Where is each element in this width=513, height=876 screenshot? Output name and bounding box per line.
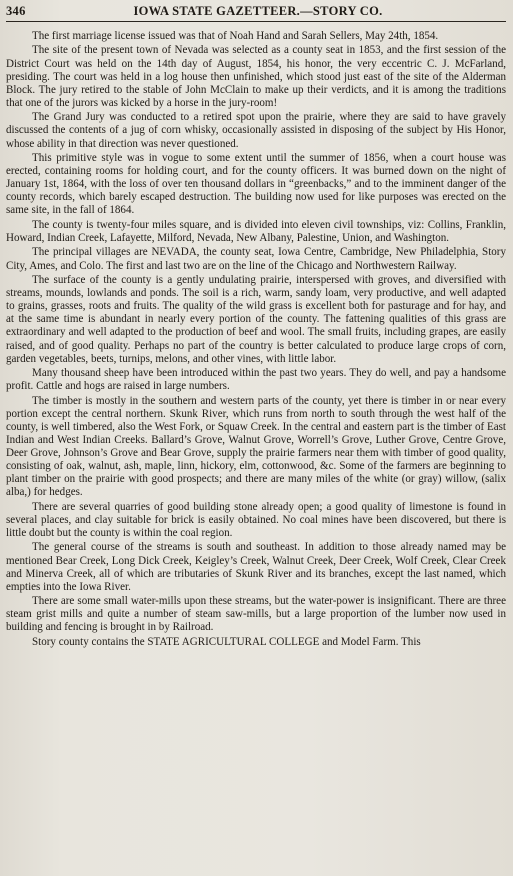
running-title: IOWA STATE GAZETTEER.—STORY CO. <box>133 4 383 18</box>
paragraph: The general course of the streams is south and southeast. In addition to those already named may be mentioned Bear Creek, Long Dick Creek, Keigley’s Creek, Walnut Creek, Deer Creek, Wolf Creek, Clear Creek and Minerva Creek, all of which are tributaries of Skunk River and its branches, except the last named, which empties into the Iowa River. <box>6 541 506 593</box>
paragraph: This primitive style was in vogue to some extent until the summer of 1856, when a court house was erected, containing rooms for holding court, and for the county officers. It was burned down on the night of January 1st, 1864, with the loss of over ten thousand dollars in “greenbacks,” and to the imminent danger of the county records, which barely escaped destruction. The building now used for like purposes was erected on the same site, in the fall of 1864. <box>6 152 506 217</box>
paragraph: The site of the present town of Nevada was selected as a county seat in 1853, and the first session of the District Court was held on the 14th day of August, 1854, his honor, the very eccentric C. J. McFarland, presiding. The court was held in a log house then unfinished, which stood just east of the site of the Alderman Block. The jury retired to the stable of John McClain to make up their verdicts, and it is among the traditions that one of the jurors was kicked by a horse in the jury-room! <box>6 44 506 109</box>
paragraph: There are several quarries of good building stone already open; a good quality of limestone is found in several places, and clay suitable for brick is easily obtained. No coal mines have been discovered, but there is little doubt but the county is within the coal region. <box>6 500 506 539</box>
paragraph: There are some small water-mills upon these streams, but the water-power is insignificant. There are three steam grist mills and quite a number of steam saw-mills, but a large proportion of the lumber now used in building and fencing is brought in by Railroad. <box>6 595 506 634</box>
page-number: 346 <box>6 4 26 18</box>
paragraph: The first marriage license issued was that of Noah Hand and Sarah Sellers, May 24th, 1854. <box>32 30 439 42</box>
paragraph: The surface of the county is a gently undulating prairie, interspersed with groves, and diversified with streams, mounds, lowlands and ponds. The soil is a rich, warm, sandy loam, very productive, and well adapted to grains, grasses, roots and fruits. The quality of the wild grass is excellent both for pasturage and for hay, and at the same time is abundant in nearly every portion of the county. The fattening qualities of this grass are extraordinary and well adapted to the production of beef and wool. The small fruits, including grapes, are easily raised, and of good quality. Perhaps no part of the country is better calculated to produce large crops of corn, garden vegetables, beets, turnips, melons, and other vines, with little labor. <box>6 274 506 365</box>
paragraph: The timber is mostly in the southern and western parts of the county, yet there is timber in or near every portion except the central northern. Skunk River, which runs from north to south through the west half of the county, is well timbered, also the West Fork, or Squaw Creek. In the central and eastern part is the timber of East Indian and West Indian Creeks. Ballard’s Grove, Walnut Grove, Worrell’s Grove, Luther Grove, Centre Grove, Deer Grove, Johnson’s Grove and Bear Grove, supply the prairie farmers near them with timber of good quality, consisting of oak, walnut, ash, maple, linn, hickory, elm, cottonwood, &c. Some of the farmers are beginning to plant timber on the prairie with good prospects; and there are many miles of the white (or gray) willow, (salix alba,) for hedges. <box>6 394 506 499</box>
article-body <box>6 30 506 649</box>
running-header <box>6 4 506 22</box>
paragraph: The county is twenty-four miles square, and is divided into eleven civil townships, viz: Collins, Franklin, Howard, Indian Creek, Lafayette, Milford, Nevada, New Albany, Palestine, Union, and Washington. <box>6 218 506 244</box>
paragraph: The principal villages are NEVADA, the county seat, Iowa Centre, Cambridge, New Philadelphia, Story City, Ames, and Colo. The first and last two are on the line of the Chicago and Northwestern Railway. <box>6 246 506 272</box>
paragraph: Many thousand sheep have been introduced within the past two years. They do well, and pay a handsome profit. Cattle and hogs are raised in large numbers. <box>6 367 506 393</box>
paragraph: Story county contains the STATE AGRICULTURAL COLLEGE and Model Farm. This <box>32 635 421 648</box>
paragraph: The Grand Jury was conducted to a retired spot upon the prairie, where they are said to have gravely discussed the contents of a jug of corn whisky, occasionally assisted in disposing of the subject by His Honor, whose ability in that direction was never questioned. <box>6 111 506 150</box>
